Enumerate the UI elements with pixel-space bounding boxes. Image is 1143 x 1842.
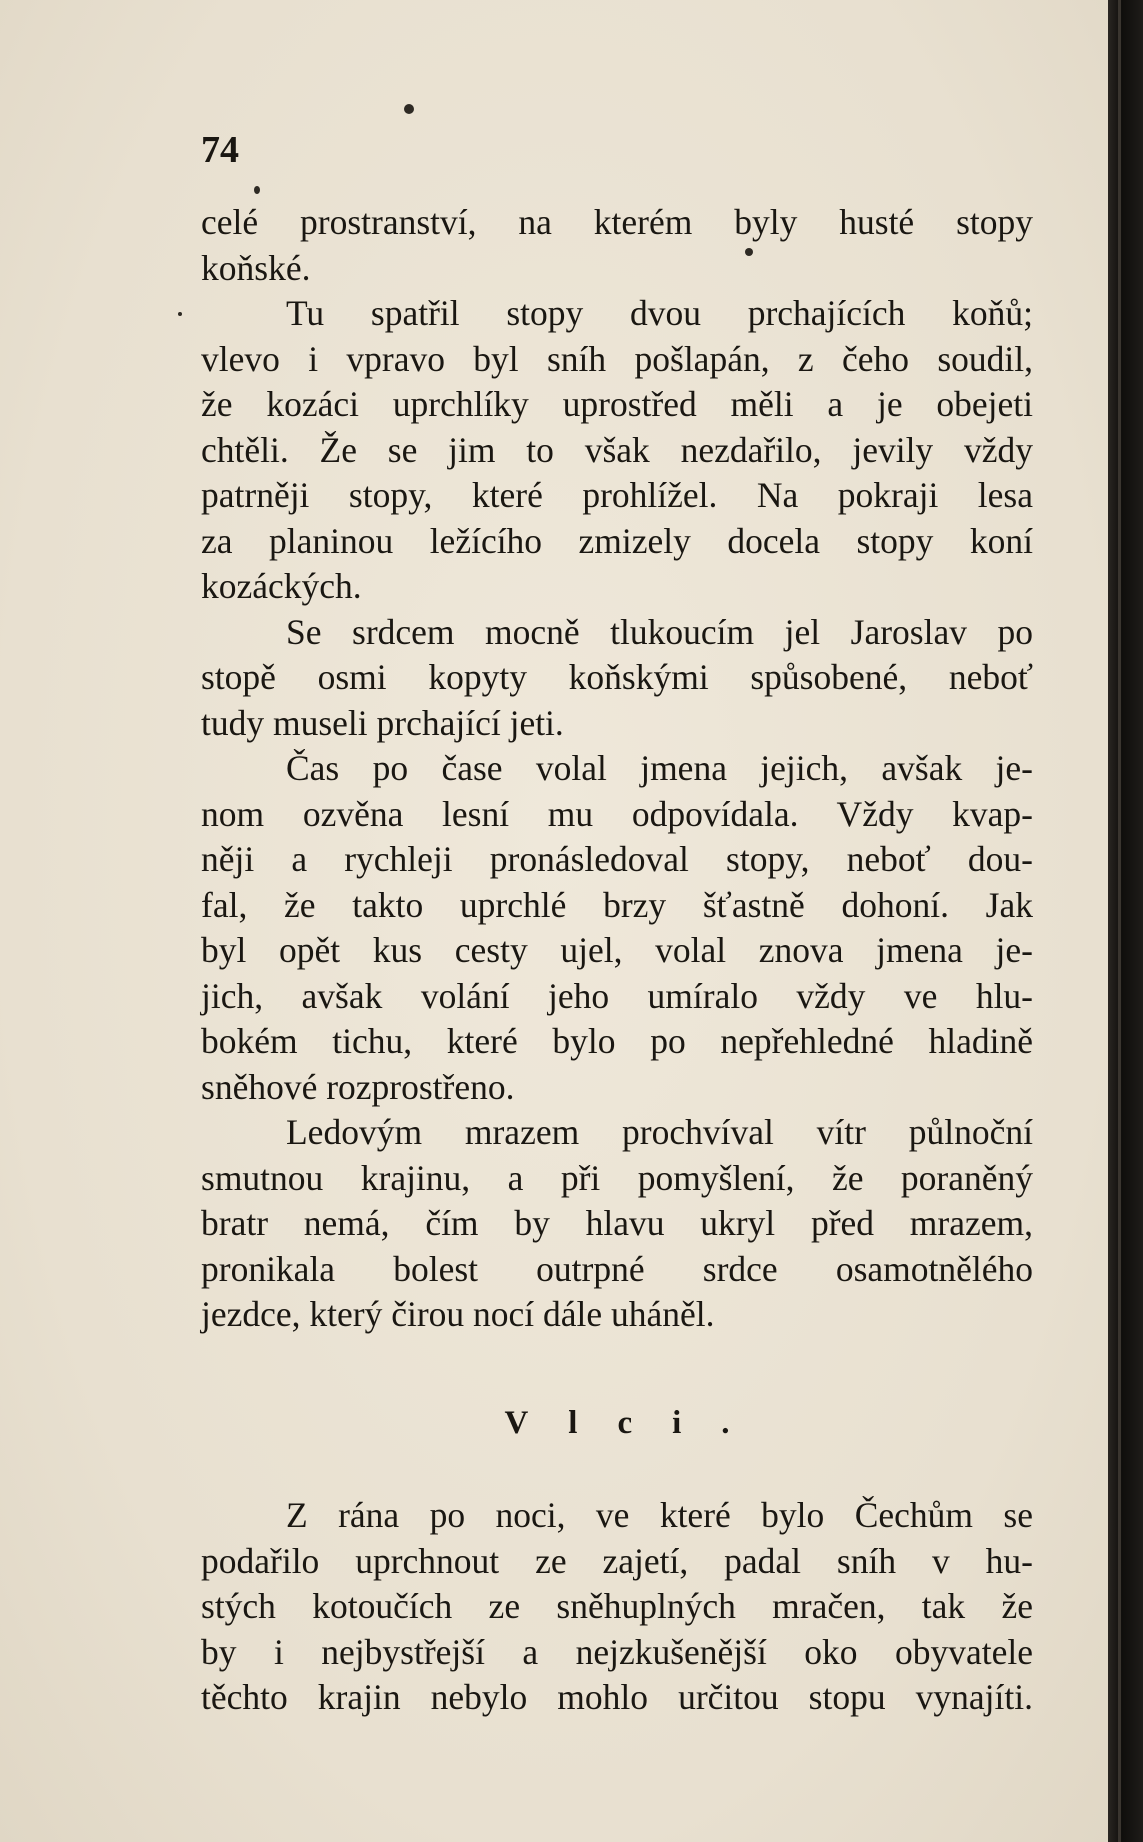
text-line: něji a rychleji pronásledoval stopy, neboť dou-: [201, 839, 1033, 879]
section-heading: Vlci.: [504, 1404, 770, 1441]
text-line: smutnou krajinu, a při pomyšlení, že poraněný: [201, 1157, 1033, 1198]
text-line: sněhové rozprostřeno.: [201, 1066, 515, 1107]
ink-speck: [254, 186, 260, 194]
text-line: bokém tichu, které bylo po nepřehledné hladině: [201, 1021, 1033, 1061]
text-line: nom ozvěna lesní mu odpovídala. Vždy kvap-: [201, 793, 1033, 834]
body-text: [201, 200, 1033, 1721]
text-line: Se srdcem mocně tlukoucím jel Jaroslav po: [286, 611, 1033, 652]
text-line: jezdce, který čirou nocí dále uháněl.: [201, 1294, 715, 1334]
ink-speck: [404, 104, 414, 114]
text-line: Čas po čase volal jmena jejich, avšak je-: [286, 748, 1033, 788]
text-line: Ledovým mrazem prochvíval vítr půlnoční: [286, 1112, 1033, 1152]
text-line: fal, že takto uprchlé brzy šťastně dohoní. Jak: [201, 884, 1033, 925]
text-line: chtěli. Že se jim to však nezdařilo, jevily vždy: [201, 429, 1033, 470]
text-line: Z rána po noci, ve které bylo Čechům se: [286, 1495, 1033, 1535]
text-line: koňské.: [201, 247, 311, 288]
text-line: že kozáci uprchlíky uprostřed měli a je obejeti: [201, 384, 1033, 424]
text-line: kozáckých.: [201, 566, 362, 606]
page-number: 74: [201, 129, 239, 171]
text-line: pronikala bolest outrpné srdce osamotnělého: [201, 1248, 1033, 1289]
text-line: celé prostranství, na kterém byly husté stopy: [201, 202, 1033, 242]
text-line: Tu spatřil stopy dvou prchajících koňů;: [286, 293, 1033, 333]
text-line: stých kotoučích ze sněhuplných mračen, tak že: [201, 1586, 1033, 1626]
ink-speck: [178, 312, 182, 316]
book-spine-line: [1118, 0, 1121, 1842]
text-line: byl opět kus cesty ujel, volal znova jmena je-: [201, 930, 1033, 970]
text-line: stopě osmi kopyty koňskými spůsobené, neboť: [201, 657, 1033, 697]
text-line: jich, avšak volání jeho umíralo vždy ve hlu-: [201, 975, 1033, 1016]
text-line: podařilo uprchnout ze zajetí, padal sníh v hu-: [201, 1540, 1033, 1581]
book-spine-edge: [1108, 0, 1143, 1842]
text-line: bratr nemá, čím by hlavu ukryl před mrazem,: [201, 1203, 1033, 1243]
text-line: tudy museli prchající jeti.: [201, 702, 564, 743]
text-line: vlevo i vpravo byl sníh pošlapán, z čeho soudil,: [201, 338, 1033, 379]
text-line: patrněji stopy, které prohlížel. Na pokraji lesa: [201, 475, 1033, 515]
text-line: by i nejbystřejší a nejzkušenější oko obyvatele: [201, 1631, 1033, 1672]
text-line: těchto krajin nebylo mohlo určitou stopu vynajíti.: [201, 1677, 1033, 1717]
text-line: za planinou ležícího zmizely docela stopy koní: [201, 520, 1033, 561]
